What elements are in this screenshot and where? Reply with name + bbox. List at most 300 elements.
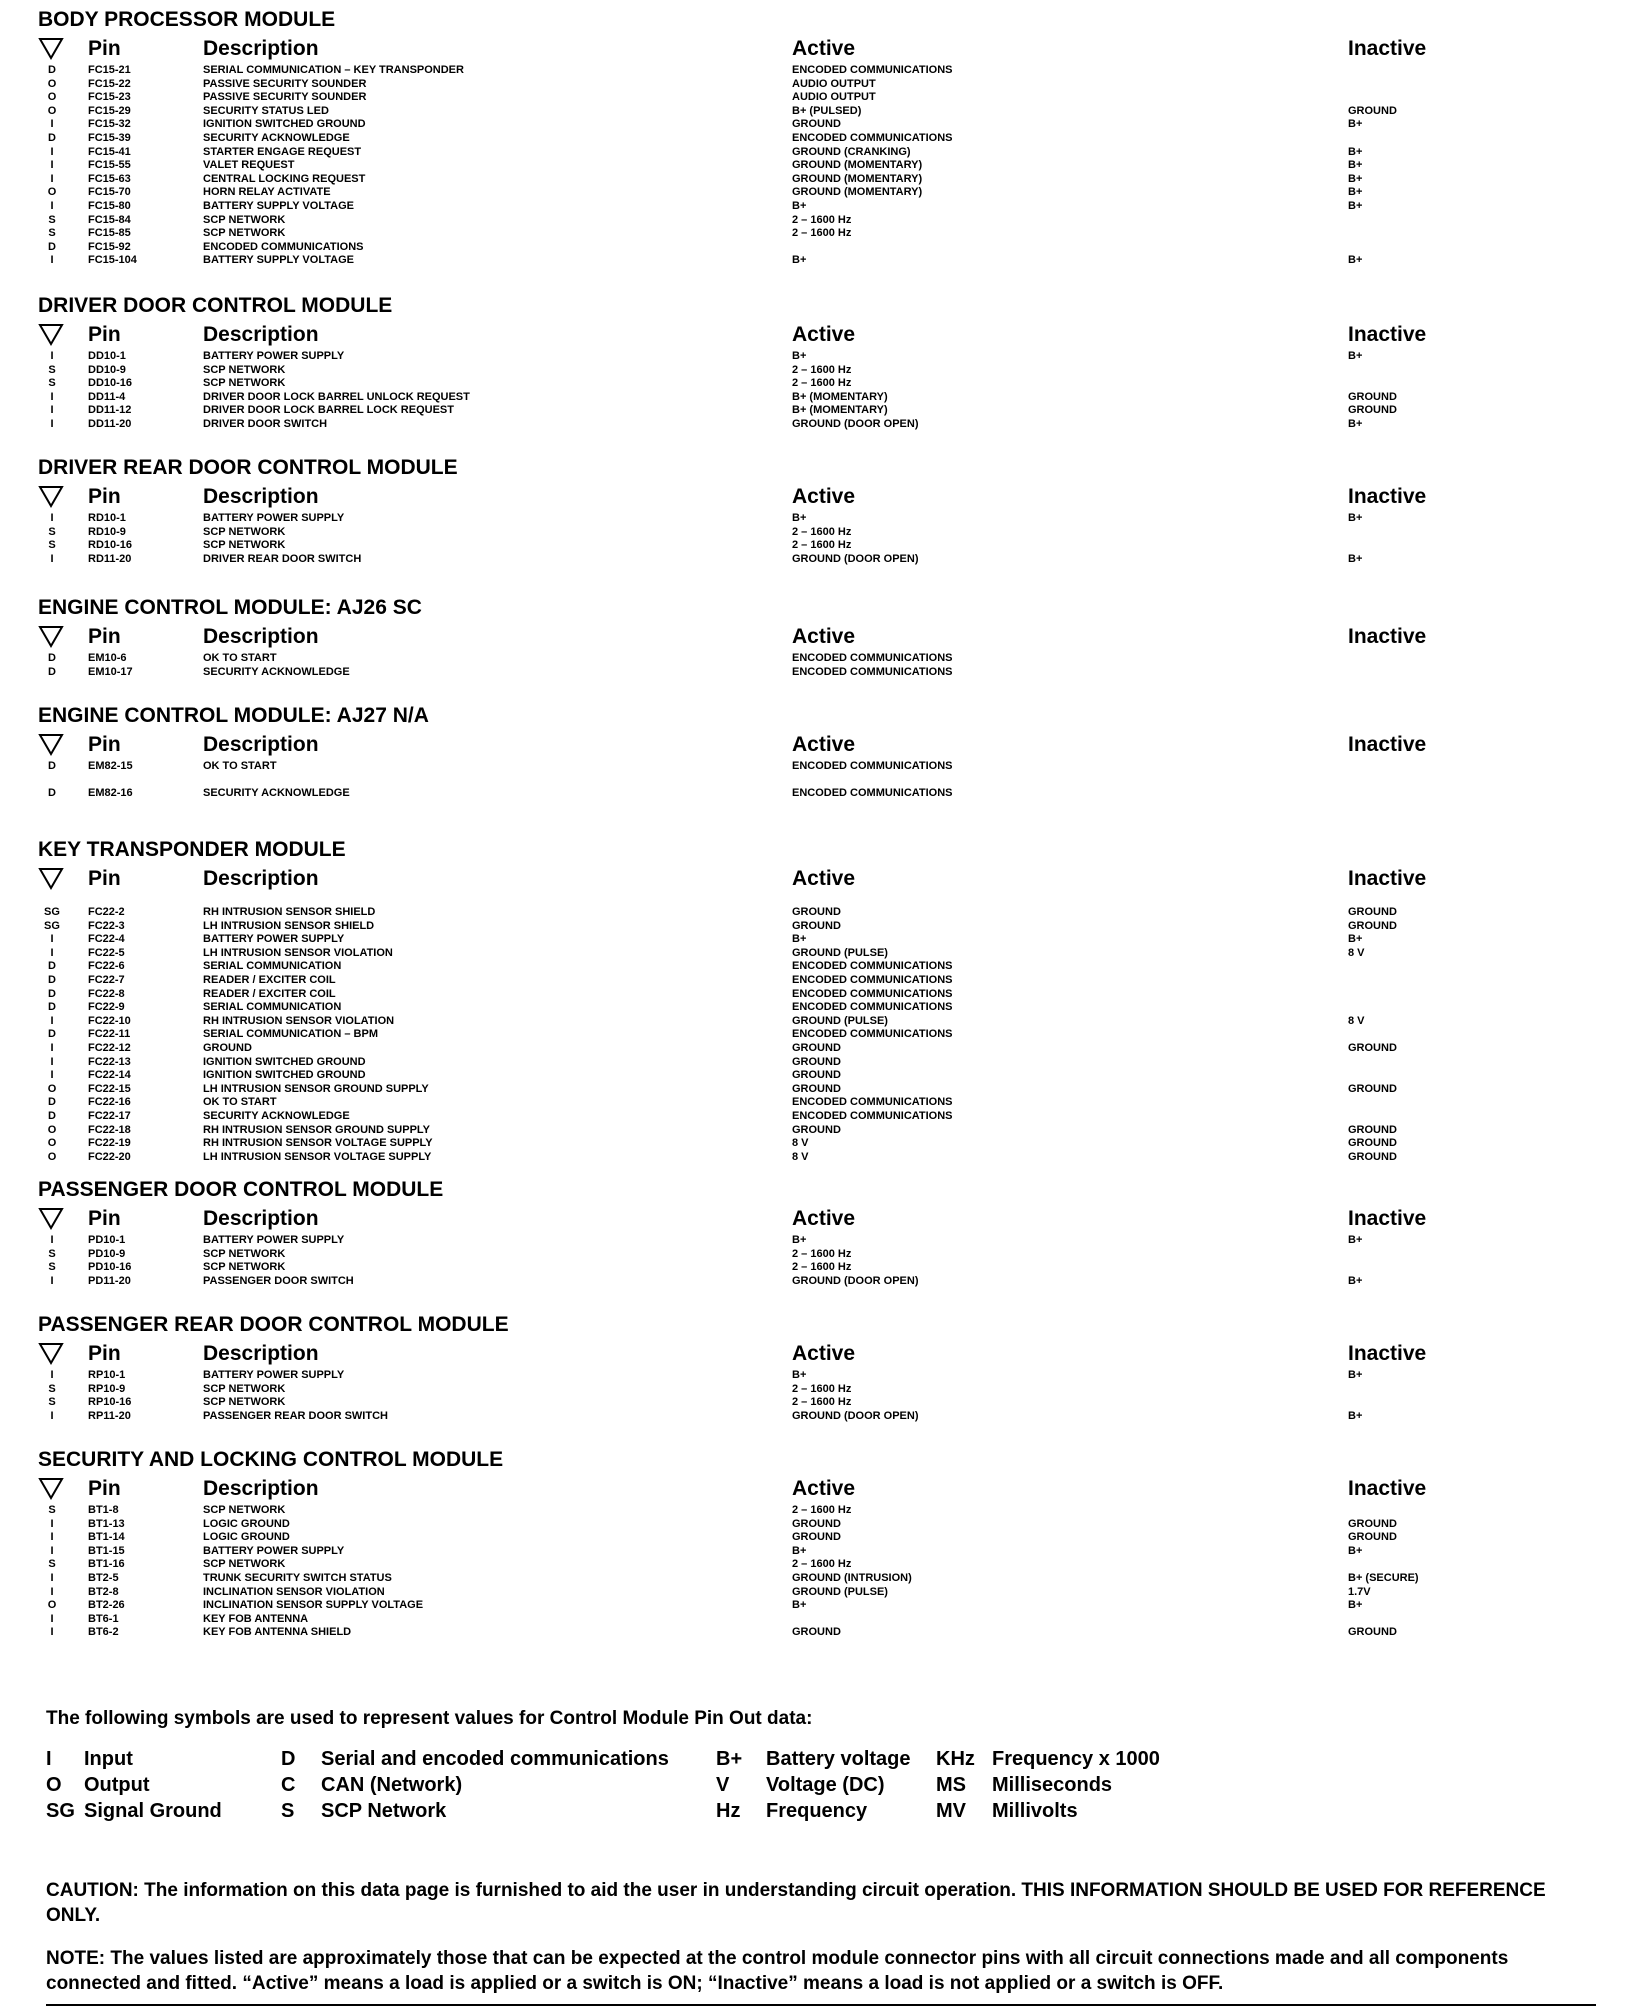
pin-description: INCLINATION SENSOR VIOLATION (203, 1585, 385, 1598)
pin-description: SERIAL COMMUNICATION (203, 1001, 342, 1014)
active-value: B+ (792, 1369, 807, 1381)
active-value: GROUND (DOOR OPEN) (792, 552, 919, 565)
pin-id: FC15-70 (88, 186, 131, 199)
signal-type: O (47, 1082, 57, 1095)
signal-type: I (50, 350, 54, 362)
pin-id: PD10-9 (88, 1247, 126, 1260)
legend-label: Milliseconds (992, 1774, 1113, 1796)
active-value: GROUND (DOOR OPEN) (792, 1274, 919, 1287)
inactive-value: B+ (1348, 933, 1363, 946)
pin-id: DD10-1 (88, 350, 126, 362)
signal-type: I (50, 1369, 54, 1381)
pin-id: FC22-16 (88, 1096, 131, 1109)
pin-description: LOGIC GROUND (203, 1531, 290, 1544)
pin-id: FC15-39 (88, 131, 131, 144)
bottom-rule (46, 2004, 1596, 2006)
table-row (38, 377, 1598, 391)
pin-id: FC15-23 (88, 91, 131, 104)
table-row (38, 404, 1598, 418)
table-row (38, 960, 1598, 974)
pin-description: PASSIVE SECURITY SOUNDER (203, 91, 367, 104)
pin-description: KEY FOB ANTENNA (203, 1612, 309, 1625)
inactive-value: GROUND (1348, 906, 1397, 918)
description-header: Description (203, 323, 319, 346)
pin-id: PD10-1 (88, 1234, 126, 1246)
pin-header: Pin (88, 733, 121, 756)
signal-type: D (48, 1001, 56, 1014)
pin-description: SECURITY STATUS LED (203, 104, 329, 117)
pin-id: FC22-3 (88, 919, 125, 932)
table-row (38, 1028, 1598, 1042)
pin-description: GROUND (203, 1041, 252, 1054)
active-header: Active (792, 733, 856, 756)
inactive-value: B+ (1348, 1599, 1363, 1612)
inactive-value: GROUND (1348, 390, 1397, 403)
active-value: GROUND (792, 906, 841, 918)
active-value: 2 – 1600 Hz (792, 1504, 852, 1516)
signal-type: I (50, 417, 54, 430)
pin-rows (38, 760, 1598, 814)
table-row (38, 64, 1598, 78)
pin-description: LH INTRUSION SENSOR VIOLATION (203, 946, 393, 959)
signal-type: I (50, 159, 54, 172)
inactive-value: B+ (1348, 159, 1363, 172)
signal-type: O (47, 77, 57, 90)
signal-type: D (48, 240, 56, 253)
pin-id: FC15-84 (88, 213, 131, 226)
legend-symbol: V (716, 1774, 730, 1796)
legend-label: Battery voltage (766, 1748, 911, 1770)
active-value: 2 – 1600 Hz (792, 213, 852, 226)
inactive-value: GROUND (1348, 1626, 1397, 1639)
pin-id: FC15-63 (88, 172, 131, 185)
pin-description: ENCODED COMMUNICATIONS (203, 240, 364, 253)
pin-description: RH INTRUSION SENSOR VIOLATION (203, 1014, 395, 1027)
pin-header: Pin (88, 867, 121, 890)
signal-type-triangle-icon (38, 1476, 64, 1500)
active-value: GROUND (INTRUSION) (792, 1571, 912, 1584)
inactive-value: GROUND (1348, 1150, 1397, 1163)
pin-id: RD10-16 (88, 539, 133, 552)
pin-description: BATTERY SUPPLY VOLTAGE (203, 199, 354, 212)
signal-type: I (50, 254, 54, 267)
pin-id: EM10-17 (88, 665, 133, 678)
signal-type-triangle-icon (38, 624, 64, 648)
pin-id: FC22-20 (88, 1150, 131, 1163)
signal-type: D (48, 787, 56, 799)
pin-id: PD10-16 (88, 1261, 132, 1274)
active-value: GROUND (792, 919, 841, 932)
signal-type: D (48, 973, 56, 986)
column-header-row (38, 34, 1598, 64)
module-section (38, 1313, 1598, 1423)
legend-label: Frequency x 1000 (992, 1748, 1160, 1770)
signal-type-triangle-icon (38, 484, 64, 508)
active-value: GROUND (MOMENTARY) (792, 186, 923, 199)
active-value: GROUND (792, 1626, 841, 1639)
table-row (38, 666, 1598, 680)
pin-id: RP10-16 (88, 1396, 132, 1409)
module-section (38, 596, 1598, 679)
table-row (38, 241, 1598, 255)
module-title: DRIVER DOOR CONTROL MODULE (38, 294, 393, 317)
table-row (38, 1001, 1598, 1015)
active-value: GROUND (792, 1069, 841, 1082)
signal-type: D (48, 131, 56, 144)
legend-label: Frequency (766, 1800, 868, 1822)
pin-description: BATTERY POWER SUPPLY (203, 1369, 345, 1381)
legend-symbol: B+ (716, 1748, 743, 1770)
pin-header: Pin (88, 625, 121, 648)
signal-type: I (50, 946, 54, 959)
inactive-value: GROUND (1348, 1123, 1397, 1136)
signal-type: S (48, 525, 56, 538)
pin-description: BATTERY POWER SUPPLY (203, 350, 345, 362)
pin-id: BT1-16 (88, 1558, 125, 1571)
pin-description: SERIAL COMMUNICATION – KEY TRANSPONDER (203, 64, 464, 76)
legend-symbol: D (281, 1748, 296, 1770)
signal-type-triangle-icon (38, 1206, 64, 1230)
pin-description: IGNITION SWITCHED GROUND (203, 1055, 366, 1068)
table-row (38, 1504, 1598, 1518)
inactive-value: GROUND (1348, 1137, 1397, 1150)
pin-id: FC15-41 (88, 145, 131, 158)
active-value: GROUND (PULSE) (792, 946, 888, 959)
pin-id: FC22-13 (88, 1055, 131, 1068)
signal-type: D (48, 64, 56, 76)
signal-type: O (47, 186, 57, 199)
pin-id: EM82-15 (88, 760, 133, 772)
inactive-header: Inactive (1348, 485, 1427, 508)
pin-description: LH INTRUSION SENSOR VOLTAGE SUPPLY (203, 1150, 432, 1163)
caution-text: CAUTION: The information on this data page is furnished to aid the user in understanding circuit operation. THIS INFORMATION SHOULD BE USED FOR REFERENCE ONLY. (46, 1880, 1546, 1926)
pin-id: FC22-9 (88, 1001, 125, 1014)
inactive-value: B+ (1348, 1544, 1363, 1557)
table-row (38, 512, 1598, 526)
table-row (38, 418, 1598, 432)
pin-id: FC22-2 (88, 906, 125, 918)
inactive-value: B+ (1348, 552, 1363, 565)
pin-description: RH INTRUSION SENSOR VOLTAGE SUPPLY (203, 1137, 433, 1150)
pin-description: SERIAL COMMUNICATION – BPM (203, 1028, 378, 1041)
pin-header: Pin (88, 37, 121, 60)
signal-type: I (50, 1274, 54, 1287)
pin-id: FC22-10 (88, 1014, 131, 1027)
table-row (38, 159, 1598, 173)
legend-symbol: MV (936, 1800, 966, 1822)
inactive-header: Inactive (1348, 867, 1427, 890)
column-header-row (38, 320, 1598, 350)
inactive-value: 8 V (1348, 946, 1365, 959)
inactive-value: GROUND (1348, 1517, 1397, 1530)
module-title: BODY PROCESSOR MODULE (38, 8, 336, 31)
signal-type: I (50, 1409, 54, 1422)
module-section (38, 294, 1598, 432)
active-value: ENCODED COMMUNICATIONS (792, 64, 953, 76)
table-row (38, 1410, 1598, 1424)
table-row (38, 1572, 1598, 1586)
module-title: SECURITY AND LOCKING CONTROL MODULE (38, 1448, 504, 1471)
signal-type: I (50, 1234, 54, 1246)
table-row (38, 760, 1598, 787)
inactive-header: Inactive (1348, 625, 1427, 648)
table-row (38, 214, 1598, 228)
active-value: 2 – 1600 Hz (792, 363, 852, 376)
description-header: Description (203, 1207, 319, 1230)
description-header: Description (203, 37, 319, 60)
pin-header: Pin (88, 485, 121, 508)
active-value: 2 – 1600 Hz (792, 525, 852, 538)
active-value: ENCODED COMMUNICATIONS (792, 987, 953, 1000)
table-row (38, 1275, 1598, 1289)
signal-type: D (48, 760, 56, 772)
table-row (38, 1110, 1598, 1124)
active-value: 8 V (792, 1150, 809, 1163)
active-value: B+ (792, 512, 807, 524)
description-header: Description (203, 1342, 319, 1365)
legend-label: Output (84, 1774, 150, 1796)
inactive-value: B+ (1348, 1369, 1363, 1381)
signal-type: D (48, 652, 56, 664)
inactive-value: B+ (SECURE) (1348, 1571, 1419, 1584)
signal-type: I (50, 1041, 54, 1054)
table-row (38, 1599, 1598, 1613)
signal-type: S (48, 1382, 56, 1395)
inactive-header: Inactive (1348, 1477, 1427, 1500)
inactive-value: 8 V (1348, 1014, 1365, 1027)
table-row (38, 146, 1598, 160)
active-value: ENCODED COMMUNICATIONS (792, 1001, 953, 1014)
note-text: NOTE: The values listed are approximately those that can be expected at the control module connector pins with all circuit connections made and all components connected and fitted. “Active” means a load is applied or a switch is ON; “Inactive” means a load is not applied or a switch is OFF. (46, 1948, 1509, 1994)
table-row (38, 1545, 1598, 1559)
signal-type: D (48, 1028, 56, 1041)
legend-label: Signal Ground (84, 1800, 222, 1822)
active-value: 2 – 1600 Hz (792, 227, 852, 240)
table-row (38, 350, 1598, 364)
description-header: Description (203, 733, 319, 756)
pin-rows (38, 512, 1598, 566)
table-row (38, 652, 1598, 666)
pin-id: FC22-6 (88, 960, 125, 973)
pin-id: BT1-13 (88, 1517, 125, 1530)
column-header-row (38, 1339, 1598, 1369)
inactive-value: B+ (1348, 417, 1363, 430)
module-title: PASSENGER REAR DOOR CONTROL MODULE (38, 1313, 509, 1336)
pin-description: READER / EXCITER COIL (203, 973, 336, 986)
signal-type: I (50, 1531, 54, 1544)
inactive-value: B+ (1348, 1274, 1363, 1287)
pin-description: SECURITY ACKNOWLEDGE (203, 665, 350, 678)
pin-description: BATTERY POWER SUPPLY (203, 512, 345, 524)
signal-type: I (50, 199, 54, 212)
active-value: ENCODED COMMUNICATIONS (792, 973, 953, 986)
pin-id: FC22-17 (88, 1109, 131, 1122)
table-row (38, 1369, 1598, 1383)
active-value: GROUND (792, 1123, 841, 1136)
pin-description: SCP NETWORK (203, 1247, 286, 1260)
module-title: PASSENGER DOOR CONTROL MODULE (38, 1178, 444, 1201)
pin-description: LH INTRUSION SENSOR GROUND SUPPLY (203, 1082, 429, 1095)
table-row (38, 539, 1598, 553)
inactive-header: Inactive (1348, 1207, 1427, 1230)
table-row (38, 553, 1598, 567)
description-header: Description (203, 1477, 319, 1500)
pin-rows (38, 906, 1598, 1164)
pin-description: RH INTRUSION SENSOR GROUND SUPPLY (203, 1123, 430, 1136)
legend-symbol: MS (936, 1774, 966, 1796)
signal-type: I (50, 145, 54, 158)
module-title: KEY TRANSPONDER MODULE (38, 838, 346, 861)
pin-description: OK TO START (203, 760, 277, 772)
legend-label: SCP Network (321, 1800, 447, 1822)
pin-description: SCP NETWORK (203, 1504, 286, 1516)
active-value: 2 – 1600 Hz (792, 1558, 852, 1571)
inactive-value: B+ (1348, 199, 1363, 212)
table-row (38, 1124, 1598, 1138)
active-value: ENCODED COMMUNICATIONS (792, 787, 953, 799)
signal-type: D (48, 1109, 56, 1122)
signal-type: SG (44, 919, 60, 932)
signal-type: I (50, 1517, 54, 1530)
active-value: GROUND (PULSE) (792, 1585, 888, 1598)
signal-type: I (50, 172, 54, 185)
signal-type: I (50, 552, 54, 565)
table-row (38, 91, 1598, 105)
signal-type: O (47, 1123, 57, 1136)
table-row (38, 787, 1598, 814)
pin-id: DD11-12 (88, 404, 132, 417)
inactive-value: GROUND (1348, 1082, 1397, 1095)
pin-id: FC15-55 (88, 159, 131, 172)
table-row (38, 1518, 1598, 1532)
pin-description: BATTERY POWER SUPPLY (203, 933, 345, 946)
signal-type-triangle-icon (38, 322, 64, 346)
legend-symbol: S (281, 1800, 295, 1822)
table-row (38, 974, 1598, 988)
signal-type: I (50, 1612, 54, 1625)
legend-symbol: I (46, 1748, 52, 1770)
legend-label: Voltage (DC) (766, 1774, 885, 1796)
pin-description: SCP NETWORK (203, 525, 286, 538)
inactive-value: B+ (1348, 172, 1363, 185)
pin-description: CENTRAL LOCKING REQUEST (203, 172, 366, 185)
inactive-value: GROUND (1348, 919, 1397, 932)
inactive-value: GROUND (1348, 104, 1397, 117)
active-value: ENCODED COMMUNICATIONS (792, 1096, 953, 1109)
active-value: ENCODED COMMUNICATIONS (792, 960, 953, 973)
pin-id: BT1-15 (88, 1544, 125, 1557)
active-header: Active (792, 1477, 856, 1500)
pin-description: LOGIC GROUND (203, 1517, 290, 1530)
active-value: GROUND (792, 1041, 841, 1054)
pin-description: SCP NETWORK (203, 1261, 286, 1274)
pin-description: HORN RELAY ACTIVATE (203, 186, 331, 199)
active-header: Active (792, 485, 856, 508)
signal-type: S (48, 363, 56, 376)
table-row (38, 186, 1598, 200)
inactive-header: Inactive (1348, 1342, 1427, 1365)
signal-type: S (48, 1396, 56, 1409)
active-value: 2 – 1600 Hz (792, 1396, 852, 1409)
table-row (38, 1261, 1598, 1275)
table-row (38, 1069, 1598, 1083)
table-row (38, 254, 1598, 268)
pin-description: DRIVER DOOR SWITCH (203, 417, 328, 430)
active-value: AUDIO OUTPUT (792, 91, 876, 104)
active-value: B+ (792, 254, 807, 267)
active-value: GROUND (792, 1517, 841, 1530)
pin-id: BT6-1 (88, 1612, 119, 1625)
inactive-value: B+ (1348, 1234, 1363, 1246)
signal-type: S (48, 213, 56, 226)
module-section (38, 456, 1598, 566)
signal-type: SG (44, 906, 60, 918)
pin-description: DRIVER DOOR LOCK BARREL UNLOCK REQUEST (203, 390, 470, 403)
pin-description: OK TO START (203, 652, 277, 664)
pin-description: SECURITY ACKNOWLEDGE (203, 131, 350, 144)
pin-id: FC22-4 (88, 933, 125, 946)
table-row (38, 906, 1598, 920)
signal-type: I (50, 404, 54, 417)
active-value: B+ (792, 350, 807, 362)
pin-rows (38, 1234, 1598, 1288)
table-row (38, 1626, 1598, 1640)
active-header: Active (792, 323, 856, 346)
pin-description: SECURITY ACKNOWLEDGE (203, 1109, 350, 1122)
table-row (38, 1083, 1598, 1097)
table-row (38, 391, 1598, 405)
signal-type: D (48, 987, 56, 1000)
pin-header: Pin (88, 1342, 121, 1365)
column-header-row (38, 864, 1598, 894)
inactive-value: B+ (1348, 254, 1363, 267)
pin-id: RD11-20 (88, 552, 132, 565)
active-value: ENCODED COMMUNICATIONS (792, 131, 953, 144)
signal-type: O (47, 104, 57, 117)
module-title: DRIVER REAR DOOR CONTROL MODULE (38, 456, 458, 479)
pin-description: SCP NETWORK (203, 377, 286, 390)
pin-description: SCP NETWORK (203, 227, 286, 240)
pin-id: RP11-20 (88, 1409, 131, 1422)
table-row (38, 526, 1598, 540)
module-section (38, 8, 1598, 268)
signal-type: I (50, 1626, 54, 1639)
signal-type: I (50, 118, 54, 131)
active-header: Active (792, 625, 856, 648)
signal-type: O (47, 1150, 57, 1163)
pin-description: IGNITION SWITCHED GROUND (203, 118, 366, 131)
pin-description: TRUNK SECURITY SWITCH STATUS (203, 1571, 392, 1584)
legend-symbol: KHz (936, 1748, 975, 1770)
active-header: Active (792, 867, 856, 890)
column-header-row (38, 1204, 1598, 1234)
inactive-header: Inactive (1348, 323, 1427, 346)
active-value: B+ (792, 1544, 807, 1557)
legend-symbol: SG (46, 1800, 75, 1822)
column-header-row (38, 1474, 1598, 1504)
active-value: GROUND (792, 1531, 841, 1544)
table-row (38, 1015, 1598, 1029)
signal-type-triangle-icon (38, 732, 64, 756)
inactive-value: B+ (1348, 145, 1363, 158)
pin-id: RP10-9 (88, 1382, 126, 1395)
pin-id: FC22-5 (88, 946, 125, 959)
signal-type-triangle-icon (38, 36, 64, 60)
pin-id: RD10-9 (88, 525, 126, 538)
column-header-row (38, 622, 1598, 652)
pin-description: STARTER ENGAGE REQUEST (203, 145, 362, 158)
pin-description: PASSENGER REAR DOOR SWITCH (203, 1409, 388, 1422)
